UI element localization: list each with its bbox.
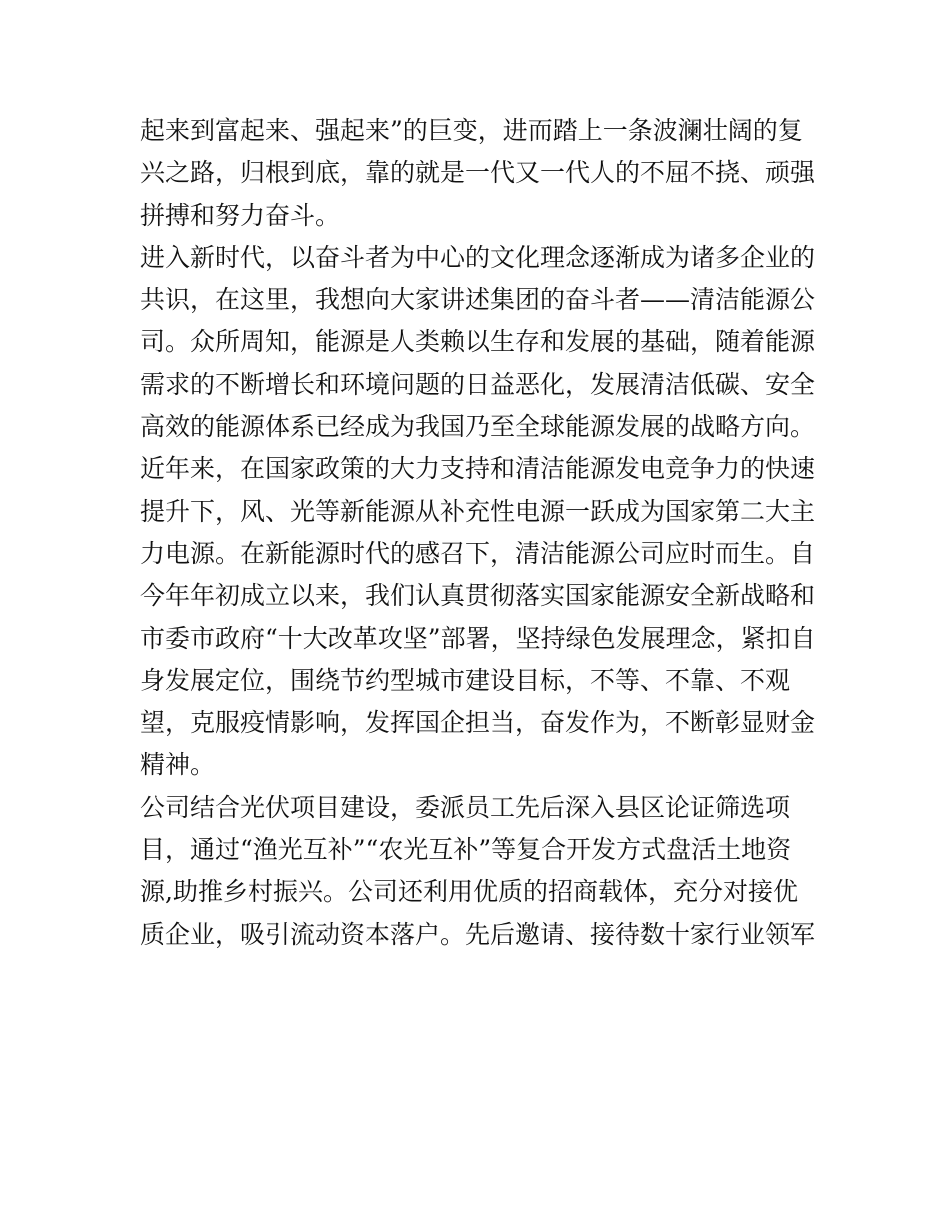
body-text <box>140 110 820 956</box>
text-line: 身发展定位，围绕节约型城市建设目标，不等、不靠、不观 <box>140 665 791 695</box>
text-line: 进入新时代，以奋斗者为中心的文化理念逐渐成为诸多企业的 <box>140 242 816 272</box>
text-line: 目，通过“渔光互补”“农光互补”等复合开发方式盘活土地资 <box>140 835 792 865</box>
text-line: 提升下，风、光等新能源从补充性电源一跃成为国家第二大主 <box>140 496 816 526</box>
text-line: 司。众所周知，能源是人类赖以生存和发展的基础，随着能源 <box>140 327 816 357</box>
text-line: 兴之路，归根到底，靠的就是一代又一代人的不屈不挠、顽强 <box>140 158 816 188</box>
text-line: 源,助推乡村振兴。公司还利用优质的招商载体，充分对接优 <box>140 877 798 907</box>
text-line: 拼搏和努力奋斗。 <box>140 200 341 230</box>
text-line: 高效的能源体系已经成为我国乃至全球能源发展的战略方向。 <box>140 412 816 442</box>
text-line: 公司结合光伏项目建设，委派员工先后深入县区论证筛选项 <box>140 792 791 822</box>
text-line: 需求的不断增长和环境问题的日益恶化，发展清洁低碳、安全 <box>140 369 816 399</box>
text-line: 市委市政府“十大改革攻坚”部署，坚持绿色发展理念，紧扣自 <box>140 623 816 653</box>
text-line: 质企业，吸引流动资本落户。先后邀请、接待数十家行业领军 <box>140 919 816 949</box>
text-line: 近年来，在国家政策的大力支持和清洁能源发电竞争力的快速 <box>140 454 816 484</box>
text-line: 共识，在这里，我想向大家讲述集团的奋斗者——清洁能源公 <box>140 285 816 315</box>
text-line: 力电源。在新能源时代的感召下，清洁能源公司应时而生。自 <box>140 538 816 568</box>
text-line: 今年年初成立以来，我们认真贯彻落实国家能源安全新战略和 <box>140 581 816 611</box>
text-line: 精神。 <box>140 750 216 780</box>
text-line: 望，克服疫情影响，发挥国企担当，奋发作为，不断彰显财金 <box>140 708 816 738</box>
text-line: 起来到富起来、强起来”的巨变，进而踏上一条波澜壮阔的复 <box>140 116 803 145</box>
